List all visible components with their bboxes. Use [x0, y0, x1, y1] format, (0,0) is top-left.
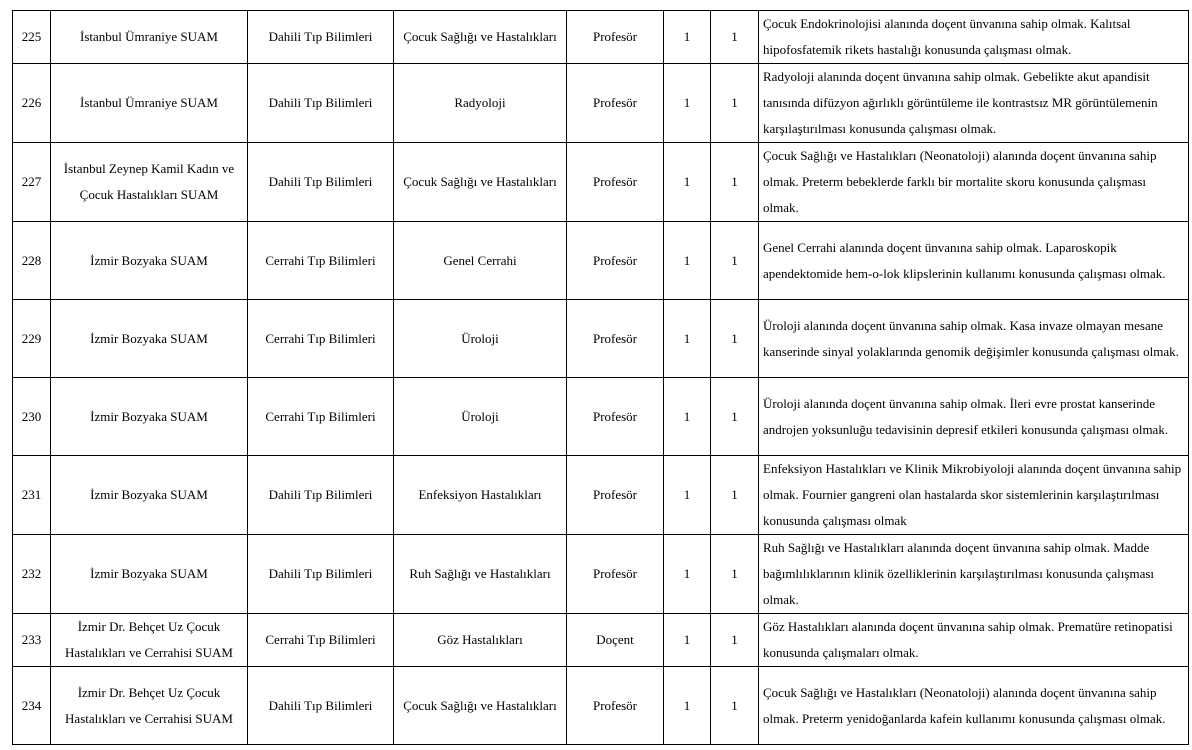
institution-cell: İstanbul Ümraniye SUAM: [51, 11, 248, 64]
requirement-cell: Çocuk Sağlığı ve Hastalıkları (Neonatoloji) alanında doçent ünvanına sahip olmak. Preterm bebeklerde farklı bir mortalite skoru konusunda çalışması olmak.: [759, 143, 1189, 222]
count-a-cell: 1: [664, 300, 711, 378]
count-a-cell: 1: [664, 535, 711, 614]
title-cell: Profesör: [567, 456, 664, 535]
row-number: 234: [13, 667, 51, 745]
requirement-cell: Çocuk Endokrinolojisi alanında doçent ünvanına sahip olmak. Kalıtsal hipofosfatemik rikets hastalığı konusunda çalışması olmak.: [759, 11, 1189, 64]
institution-cell: İzmir Bozyaka SUAM: [51, 300, 248, 378]
title-cell: Profesör: [567, 143, 664, 222]
count-b-cell: 1: [711, 222, 759, 300]
department-cell: Cerrahi Tıp Bilimleri: [248, 222, 394, 300]
requirement-cell: Üroloji alanında doçent ünvanına sahip olmak. Kasa invaze olmayan mesane kanserinde sinyal yolaklarında genomik değişimler konusunda çalışması olmak.: [759, 300, 1189, 378]
department-cell: Dahili Tıp Bilimleri: [248, 667, 394, 745]
department-cell: Dahili Tıp Bilimleri: [248, 535, 394, 614]
department-cell: Dahili Tıp Bilimleri: [248, 456, 394, 535]
requirement-cell: Radyoloji alanında doçent ünvanına sahip olmak. Gebelikte akut apandisit tanısında difüzyon ağırlıklı görüntüleme ile kontrastsız MR görüntülemenin karşılaştırılması konusunda çalışması olmak.: [759, 64, 1189, 143]
count-a-cell: 1: [664, 667, 711, 745]
department-cell: Dahili Tıp Bilimleri: [248, 143, 394, 222]
count-b-cell: 1: [711, 11, 759, 64]
title-cell: Doçent: [567, 614, 664, 667]
requirement-cell: Göz Hastalıkları alanında doçent ünvanına sahip olmak. Prematüre retinopatisi konusunda çalışmaları olmak.: [759, 614, 1189, 667]
row-number: 230: [13, 378, 51, 456]
count-a-cell: 1: [664, 222, 711, 300]
field-cell: Ruh Sağlığı ve Hastalıkları: [394, 535, 567, 614]
requirement-cell: Genel Cerrahi alanında doçent ünvanına sahip olmak. Laparoskopik apendektomide hem-o-lok klipslerinin kullanımı konusunda çalışması olmak.: [759, 222, 1189, 300]
title-cell: Profesör: [567, 64, 664, 143]
department-cell: Cerrahi Tıp Bilimleri: [248, 378, 394, 456]
field-cell: Çocuk Sağlığı ve Hastalıkları: [394, 143, 567, 222]
table-row: [13, 11, 1189, 64]
positions-table: [12, 10, 1189, 745]
institution-cell: İstanbul Zeynep Kamil Kadın ve Çocuk Hastalıkları SUAM: [51, 143, 248, 222]
institution-cell: İzmir Bozyaka SUAM: [51, 378, 248, 456]
field-cell: Üroloji: [394, 300, 567, 378]
table-row: [13, 143, 1189, 222]
requirement-cell: Ruh Sağlığı ve Hastalıkları alanında doçent ünvanına sahip olmak. Madde bağımlılıklarının klinik özelliklerinin karşılaştırılması konusunda çalışması olmak.: [759, 535, 1189, 614]
row-number: 233: [13, 614, 51, 667]
institution-cell: İstanbul Ümraniye SUAM: [51, 64, 248, 143]
table-row: [13, 614, 1189, 667]
row-number: 226: [13, 64, 51, 143]
table-row: [13, 667, 1189, 745]
institution-cell: İzmir Bozyaka SUAM: [51, 222, 248, 300]
institution-cell: İzmir Bozyaka SUAM: [51, 535, 248, 614]
count-a-cell: 1: [664, 143, 711, 222]
row-number: 229: [13, 300, 51, 378]
count-b-cell: 1: [711, 378, 759, 456]
count-b-cell: 1: [711, 667, 759, 745]
row-number: 228: [13, 222, 51, 300]
count-a-cell: 1: [664, 11, 711, 64]
field-cell: Radyoloji: [394, 64, 567, 143]
requirement-cell: Çocuk Sağlığı ve Hastalıkları (Neonatoloji) alanında doçent ünvanına sahip olmak. Preterm yenidoğanlarda kafein kullanımı konusunda çalışması olmak.: [759, 667, 1189, 745]
count-b-cell: 1: [711, 614, 759, 667]
title-cell: Profesör: [567, 535, 664, 614]
table-row: [13, 300, 1189, 378]
row-number: 227: [13, 143, 51, 222]
count-a-cell: 1: [664, 64, 711, 143]
institution-cell: İzmir Bozyaka SUAM: [51, 456, 248, 535]
field-cell: Çocuk Sağlığı ve Hastalıkları: [394, 11, 567, 64]
row-number: 231: [13, 456, 51, 535]
count-b-cell: 1: [711, 535, 759, 614]
field-cell: Göz Hastalıkları: [394, 614, 567, 667]
count-b-cell: 1: [711, 456, 759, 535]
title-cell: Profesör: [567, 378, 664, 456]
field-cell: Genel Cerrahi: [394, 222, 567, 300]
count-b-cell: 1: [711, 143, 759, 222]
table-row: [13, 456, 1189, 535]
field-cell: Çocuk Sağlığı ve Hastalıkları: [394, 667, 567, 745]
requirement-cell: Üroloji alanında doçent ünvanına sahip olmak. İleri evre prostat kanserinde androjen yoksunluğu tedavisinin depresif etkileri konusunda çalışması olmak.: [759, 378, 1189, 456]
department-cell: Cerrahi Tıp Bilimleri: [248, 300, 394, 378]
table-row: [13, 378, 1189, 456]
positions-table-body: [13, 11, 1189, 745]
department-cell: Dahili Tıp Bilimleri: [248, 11, 394, 64]
department-cell: Dahili Tıp Bilimleri: [248, 64, 394, 143]
title-cell: Profesör: [567, 11, 664, 64]
title-cell: Profesör: [567, 667, 664, 745]
count-b-cell: 1: [711, 64, 759, 143]
table-row: [13, 535, 1189, 614]
title-cell: Profesör: [567, 300, 664, 378]
field-cell: Enfeksiyon Hastalıkları: [394, 456, 567, 535]
count-a-cell: 1: [664, 614, 711, 667]
institution-cell: İzmir Dr. Behçet Uz Çocuk Hastalıkları ve Cerrahisi SUAM: [51, 614, 248, 667]
field-cell: Üroloji: [394, 378, 567, 456]
table-row: [13, 64, 1189, 143]
count-b-cell: 1: [711, 300, 759, 378]
count-a-cell: 1: [664, 456, 711, 535]
count-a-cell: 1: [664, 378, 711, 456]
department-cell: Cerrahi Tıp Bilimleri: [248, 614, 394, 667]
requirement-cell: Enfeksiyon Hastalıkları ve Klinik Mikrobiyoloji alanında doçent ünvanına sahip olmak. Fournier gangreni olan hastalarda skor sistemlerinin karşılaştırılması konusunda çalışması olmak: [759, 456, 1189, 535]
title-cell: Profesör: [567, 222, 664, 300]
institution-cell: İzmir Dr. Behçet Uz Çocuk Hastalıkları ve Cerrahisi SUAM: [51, 667, 248, 745]
row-number: 225: [13, 11, 51, 64]
table-row: [13, 222, 1189, 300]
row-number: 232: [13, 535, 51, 614]
